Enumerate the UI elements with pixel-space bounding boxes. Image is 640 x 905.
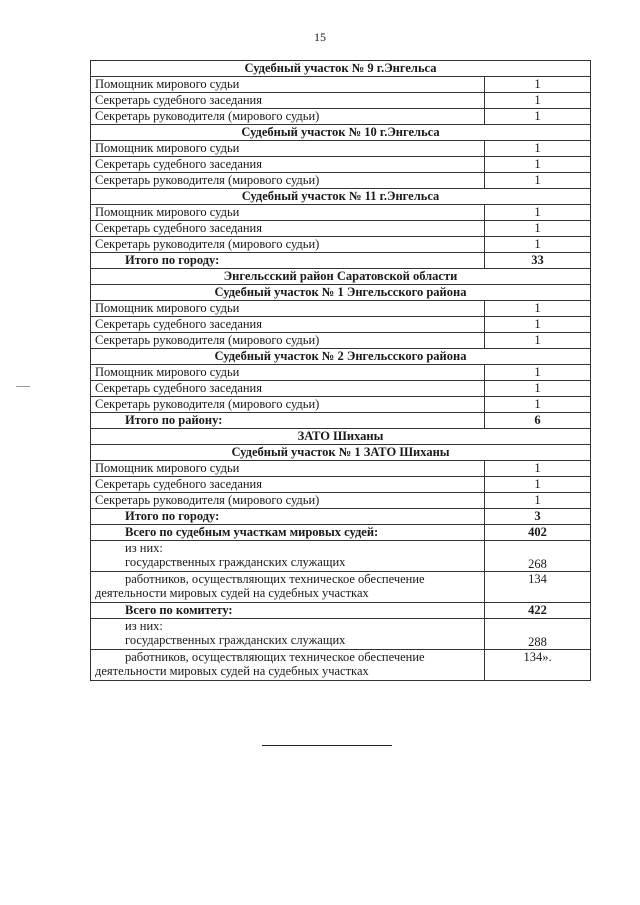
technical-staff-label: [91, 650, 485, 681]
position-row: [91, 157, 591, 173]
position-row: [91, 205, 591, 221]
section-header: Судебный участок № 1 ЗАТО Шиханы: [91, 445, 591, 461]
position-label: Помощник мирового судьи: [91, 365, 485, 381]
section-header-row: [91, 61, 591, 77]
of-which-label: [91, 619, 485, 650]
civil-servants-label: государственных гражданских служащих: [125, 555, 346, 569]
position-label: Помощник мирового судьи: [91, 205, 485, 221]
position-count: 1: [485, 365, 591, 381]
position-row: [91, 365, 591, 381]
page-number: 15: [314, 30, 326, 44]
position-label: Секретарь судебного заседания: [91, 157, 485, 173]
position-row: [91, 317, 591, 333]
margin-mark: [16, 386, 30, 387]
position-count: 1: [485, 301, 591, 317]
of-which-row: [91, 541, 591, 572]
position-row: [91, 333, 591, 349]
total-value: 3: [485, 509, 591, 525]
position-label: Помощник мирового судьи: [91, 141, 485, 157]
position-row: [91, 477, 591, 493]
section-header: Судебный участок № 1 Энгельсского района: [91, 285, 591, 301]
position-label: Секретарь судебного заседания: [91, 477, 485, 493]
position-count: 1: [485, 237, 591, 253]
technical-staff-row: [91, 650, 591, 681]
position-count: 1: [485, 333, 591, 349]
total-label: Всего по судебным участкам мировых судей:: [91, 525, 485, 541]
section-header-row: [91, 285, 591, 301]
total-row: [91, 509, 591, 525]
of-which-row: [91, 619, 591, 650]
position-row: [91, 381, 591, 397]
closing-rule: [262, 745, 392, 746]
section-header: Судебный участок № 9 г.Энгельса: [91, 61, 591, 77]
total-label: Всего по комитету:: [91, 603, 485, 619]
section-header: ЗАТО Шиханы: [91, 429, 591, 445]
position-row: [91, 141, 591, 157]
position-label: Секретарь руководителя (мирового судьи): [91, 493, 485, 509]
position-row: [91, 461, 591, 477]
section-header-row: [91, 269, 591, 285]
position-count: 1: [485, 109, 591, 125]
position-label: Секретарь судебного заседания: [91, 317, 485, 333]
position-label: Секретарь руководителя (мирового судьи): [91, 397, 485, 413]
technical-staff-count: 134».: [485, 650, 591, 681]
position-count: 1: [485, 221, 591, 237]
technical-staff-text: работников, осуществляющих техническое обеспечение деятельности мировых судей на судебных участках: [95, 650, 425, 678]
position-count: 1: [485, 477, 591, 493]
technical-staff-count: 134: [485, 572, 591, 603]
position-label: Секретарь руководителя (мирового судьи): [91, 109, 485, 125]
position-count: 1: [485, 397, 591, 413]
position-row: [91, 77, 591, 93]
total-label: Итого по городу:: [91, 509, 485, 525]
section-header-row: [91, 445, 591, 461]
technical-staff-text: работников, осуществляющих техническое обеспечение деятельности мировых судей на судебных участках: [95, 572, 425, 600]
position-count: 1: [485, 317, 591, 333]
position-count: 1: [485, 381, 591, 397]
civil-servants-label: государственных гражданских служащих: [125, 633, 346, 647]
position-row: [91, 173, 591, 189]
total-label: Итого по городу:: [91, 253, 485, 269]
section-header-row: [91, 125, 591, 141]
position-label: Помощник мирового судьи: [91, 461, 485, 477]
of-which-label: [91, 541, 485, 572]
section-header: Энгельсский район Саратовской области: [91, 269, 591, 285]
technical-staff-row: [91, 572, 591, 603]
position-label: Помощник мирового судьи: [91, 77, 485, 93]
section-header: Судебный участок № 11 г.Энгельса: [91, 189, 591, 205]
total-value: 33: [485, 253, 591, 269]
civil-servants-count: 268: [485, 541, 591, 572]
position-row: [91, 301, 591, 317]
total-row: [91, 525, 591, 541]
position-count: 1: [485, 93, 591, 109]
position-label: Секретарь руководителя (мирового судьи): [91, 333, 485, 349]
staffing-table: [90, 60, 591, 681]
section-header-row: [91, 429, 591, 445]
position-row: [91, 237, 591, 253]
civil-servants-count: 288: [485, 619, 591, 650]
total-row: [91, 253, 591, 269]
position-label: Секретарь судебного заседания: [91, 381, 485, 397]
position-count: 1: [485, 77, 591, 93]
technical-staff-label: [91, 572, 485, 603]
position-count: 1: [485, 205, 591, 221]
section-header: Судебный участок № 2 Энгельсского района: [91, 349, 591, 365]
of-which-caption: из них:: [125, 619, 163, 633]
section-header-row: [91, 349, 591, 365]
position-label: Секретарь судебного заседания: [91, 93, 485, 109]
section-header-row: [91, 189, 591, 205]
position-count: 1: [485, 461, 591, 477]
total-value: 6: [485, 413, 591, 429]
position-label: Секретарь судебного заседания: [91, 221, 485, 237]
section-header: Судебный участок № 10 г.Энгельса: [91, 125, 591, 141]
position-row: [91, 109, 591, 125]
total-row: [91, 603, 591, 619]
position-count: 1: [485, 173, 591, 189]
total-row: [91, 413, 591, 429]
position-row: [91, 93, 591, 109]
total-value: 422: [485, 603, 591, 619]
position-label: Помощник мирового судьи: [91, 301, 485, 317]
position-count: 1: [485, 493, 591, 509]
total-label: Итого по району:: [91, 413, 485, 429]
position-row: [91, 397, 591, 413]
position-row: [91, 493, 591, 509]
total-value: 402: [485, 525, 591, 541]
position-label: Секретарь руководителя (мирового судьи): [91, 173, 485, 189]
of-which-caption: из них:: [125, 541, 163, 555]
staffing-table-body: [91, 61, 591, 681]
position-count: 1: [485, 141, 591, 157]
position-label: Секретарь руководителя (мирового судьи): [91, 237, 485, 253]
position-count: 1: [485, 157, 591, 173]
position-row: [91, 221, 591, 237]
